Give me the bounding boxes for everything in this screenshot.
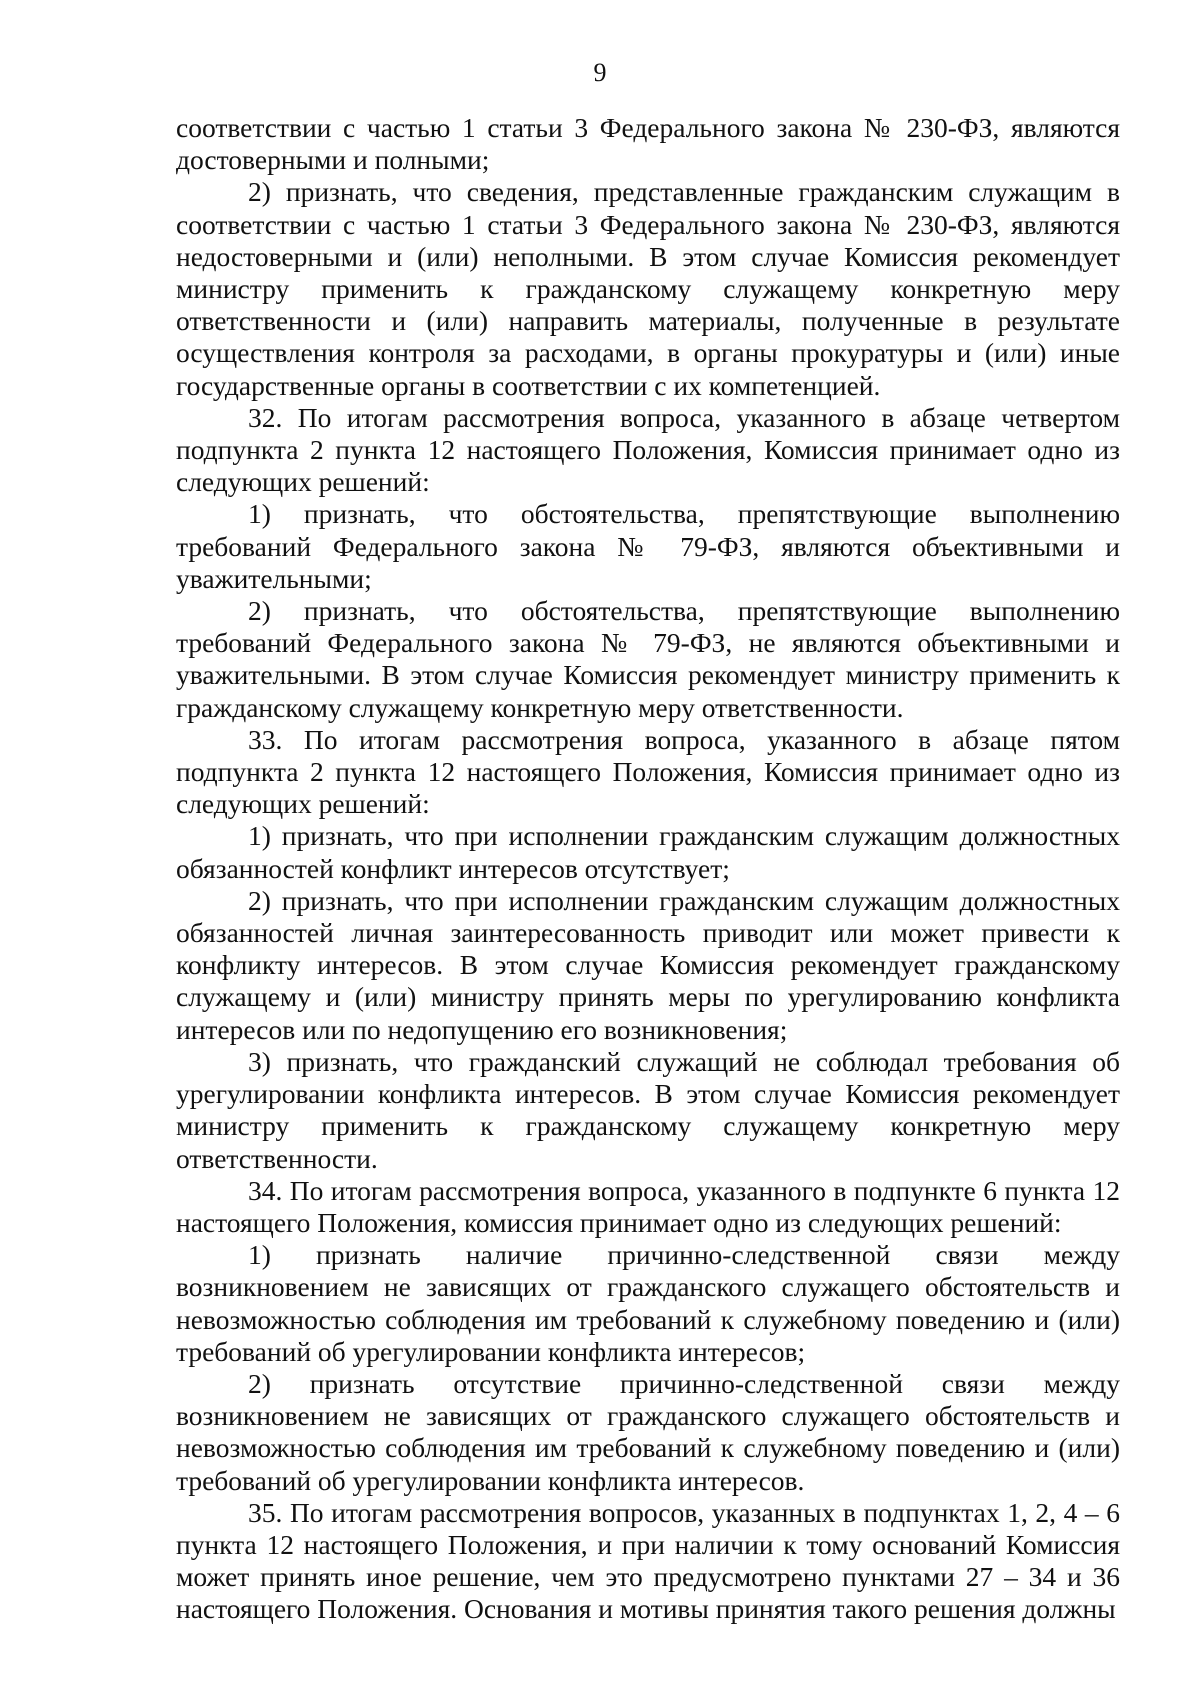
paragraph-item-32-2: 2) признать, что обстоятельства, препятствующие выполнению требований Федерального закона № 79-ФЗ, не являются объективными и уважительными. В этом случае Комиссия рекомендует министру применить к гражданскому служащему конкретную меру ответственности. bbox=[176, 595, 1120, 723]
paragraph-continuation: соответствии с частью 1 статьи 3 Федерального закона № 230-ФЗ, являются достоверными и полными; bbox=[176, 112, 1120, 176]
paragraph-item-33-2: 2) признать, что при исполнении гражданским служащим должностных обязанностей личная заинтересованность приводит или может привести к конфликту интересов. В этом случае Комиссия рекомендует гражданскому служащему и (или) министру принять меры по урегулированию конфликта интересов или по недопущению его возникновения; bbox=[176, 884, 1120, 1045]
page-number: 9 bbox=[593, 58, 607, 87]
paragraph-item-33-3: 3) признать, что гражданский служащий не соблюдал требования об урегулировании конфликта интересов. В этом случае Комиссия рекомендует министру применить к гражданскому служащему конкретную меру ответственности. bbox=[176, 1045, 1120, 1174]
paragraph-item-34-1: 1) признать наличие причинно-следственной связи между возникновением не зависящих от гражданского служащего обстоятельств и невозможностью соблюдения им требований к служебному поведению и (или) требований об урегулировании конфликта интересов; bbox=[176, 1239, 1120, 1367]
paragraph-item-32-1: 1) признать, что обстоятельства, препятствующие выполнению требований Федерального закона № 79-ФЗ, являются объективными и уважительными; bbox=[176, 498, 1120, 594]
paragraph-clause-34: 34. По итогам рассмотрения вопроса, указанного в подпункте 6 пункта 12 настоящего Положения, комиссия принимает одно из следующих решений: bbox=[176, 1174, 1120, 1238]
paragraph-clause-33: 33. По итогам рассмотрения вопроса, указанного в абзаце пятом подпункта 2 пункта 12 настоящего Положения, Комиссия принимает одно из следующих решений: bbox=[176, 723, 1120, 820]
paragraph-item-33-1: 1) признать, что при исполнении гражданским служащим должностных обязанностей конфликт интересов отсутствует; bbox=[176, 820, 1120, 884]
paragraph-clause-32: 32. По итогам рассмотрения вопроса, указанного в абзаце четвертом подпункта 2 пункта 12 настоящего Положения, Комиссия принимает одно из следующих решений: bbox=[176, 401, 1120, 498]
paragraph-clause-35: 35. По итогам рассмотрения вопросов, указанных в подпунктах 1, 2, 4 – 6 пункта 12 настоящего Положения, и при наличии к тому оснований Комиссия может принять иное решение, чем это предусмотрено пунктами 27 – 34 и 36 настоящего Положения. Основания и мотивы принятия такого решения должны bbox=[176, 1496, 1120, 1625]
paragraph-item-34-2: 2) признать отсутствие причинно-следственной связи между возникновением не зависящих от гражданского служащего обстоятельств и невозможностью соблюдения им требований к служебному поведению и (или) требований об урегулировании конфликта интересов. bbox=[176, 1367, 1120, 1496]
document-body bbox=[176, 112, 1120, 1626]
paragraph-item-31-2: 2) признать, что сведения, представленные гражданским служащим в соответствии с частью 1 статьи 3 Федерального закона № 230-ФЗ, являются недостоверными и (или) неполными. В этом случае Комиссия рекомендует министру применить к гражданскому служащему конкретную меру ответственности и (или) направить материалы, полученные в результате осуществления контроля за расходами, в органы прокуратуры и (или) иные государственные органы в соответствии с их компетенцией. bbox=[176, 176, 1120, 401]
